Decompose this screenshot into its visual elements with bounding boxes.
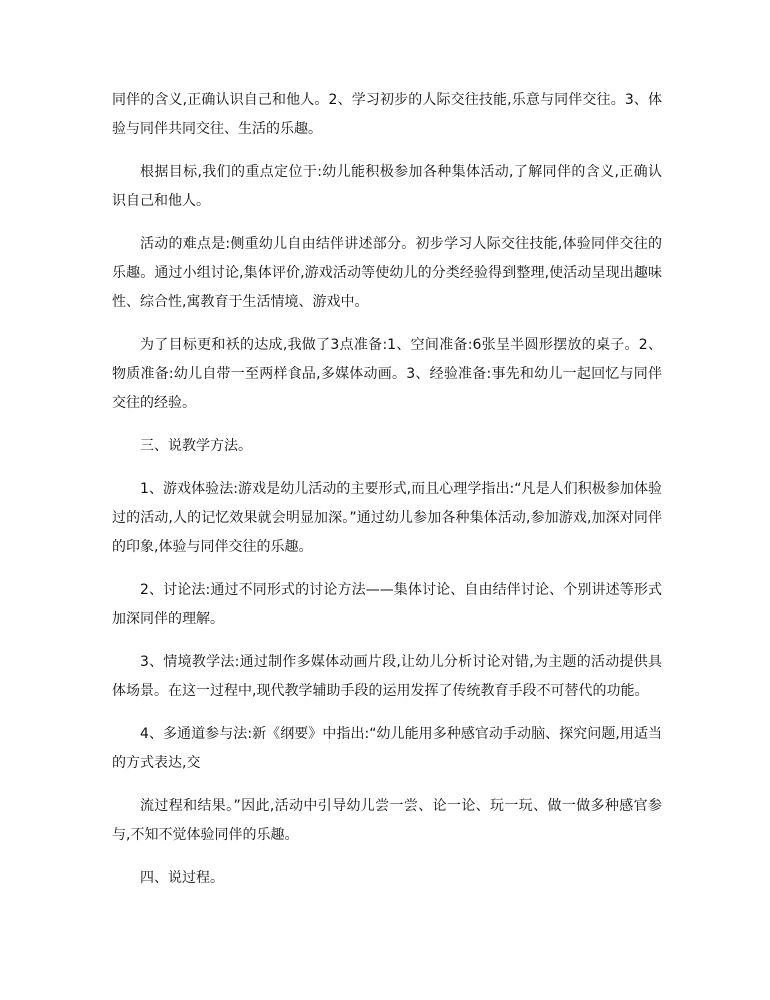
paragraph-goals-continued: 同伴的含义,正确认识自己和他人。2、学习初步的人际交往技能,乐意与同伴交往。3、体验与同伴共同交往、生活的乐趣。 [112, 92, 662, 137]
paragraph-key-points: 根据目标,我们的重点定位于:幼儿能积极参加各种集体活动,了解同伴的含义,正确认识自己和他人。 [112, 164, 662, 209]
paragraph-difficulties: 活动的难点是:侧重幼儿自由结伴讲述部分。初步学习人际交往技能,体验同伴交往的乐趣。通过小组讨论,集体评价,游戏活动等使幼儿的分类经验得到整理,使活动呈现出趣味性、综合性,寓教育于生活情境、游戏中。 [112, 236, 662, 310]
paragraph-method-game: 1、游戏体验法:游戏是幼儿活动的主要形式,而且心理学指出:“凡是人们积极参加体验过的活动,人的记忆效果就会明显加深。”通过幼儿参加各种集体活动,参加游戏,加深对同伴的印象,体验与同伴交往的乐趣。 [112, 481, 662, 555]
section-heading-teaching-methods: 三、说教学方法。 [140, 438, 252, 454]
paragraph-method-discussion: 2、讨论法:通过不同形式的讨论方法——集体讨论、自由结伴讨论、个别讲述等形式加深同伴的理解。 [112, 582, 662, 627]
section-heading-process: 四、说过程。 [140, 870, 224, 886]
paragraph-method-multichannel: 4、多通道参与法:新《纲要》中指出:“幼儿能用多种感官动手动脑、探究问题,用适当的方式表达,交 [112, 726, 662, 771]
paragraph-method-multichannel-continued: 流过程和结果。”因此,活动中引导幼儿尝一尝、论一论、玩一玩、做一做多种感官参与,不知不觉体验同伴的乐趣。 [112, 798, 662, 843]
paragraph-method-situation: 3、情境教学法:通过制作多媒体动画片段,让幼儿分析讨论对错,为主题的活动提供具体场景。在这一过程中,现代教学辅助手段的运用发挥了传统教育手段不可替代的功能。 [112, 654, 662, 699]
document-body [112, 86, 662, 907]
paragraph-preparations: 为了目标更和袄的达成,我做了3点准备:1、空间准备:6张呈半圆形摆放的桌子。2、物质准备:幼儿自带一至两样食品,多媒体动画。3、经验准备:事先和幼儿一起回忆与同伴交往的经验。 [112, 337, 662, 411]
